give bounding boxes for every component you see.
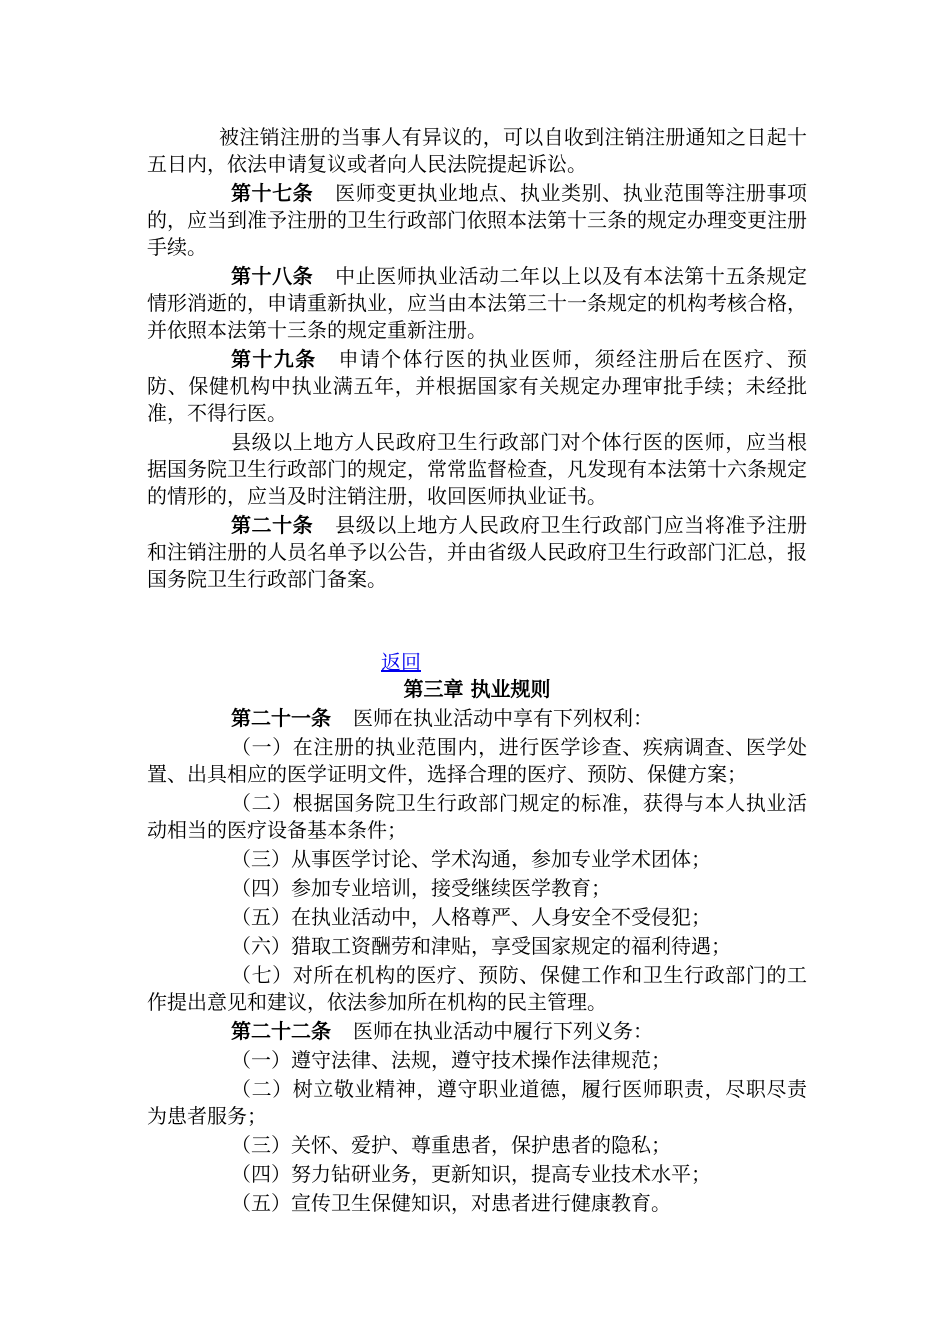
list-item: （一）遵守法律、法规，遵守技术操作法律规范； <box>231 1048 671 1072</box>
list-item: （五）宣传卫生保健知识，对患者进行健康教育。 <box>231 1191 671 1215</box>
article-21-text: 医师在执业活动中享有下列权利： <box>353 706 653 730</box>
article-19-title: 第十九条 <box>231 347 317 371</box>
article-22-title: 第二十二条 <box>231 1019 331 1043</box>
article-19 <box>147 346 807 427</box>
list-item: （五）在执业活动中，人格尊严、人身安全不受侵犯； <box>231 905 711 929</box>
article-17-text: 医师变更执业地点、执业类别、执业范围等注册事项的，应当到准予注册的卫生行政部门依照本法第十三条的规定办理变更注册手续。 <box>147 181 808 259</box>
list-item: （一）在注册的执业范围内，进行医学诊查、疾病调查、医学处置、出具相应的医学证明文件，选择合理的医疗、预防、保健方案； <box>147 735 807 786</box>
article-21 <box>147 705 807 732</box>
article-20-text: 县级以上地方人民政府卫生行政部门应当将准予注册和注销注册的人员名单予以公告，并由省级人民政府卫生行政部门汇总，报国务院卫生行政部门备案。 <box>147 513 808 591</box>
list-item: （二）根据国务院卫生行政部门规定的标准，获得与本人执业活动相当的医疗设备基本条件； <box>147 791 807 842</box>
list-item: （三）关怀、爱护、尊重患者，保护患者的隐私； <box>231 1133 671 1157</box>
document-page <box>147 124 807 1219</box>
paragraph-supervision: 县级以上地方人民政府卫生行政部门对个体行医的医师，应当根据国务院卫生行政部门的规定，常常监督检查，凡发现有本法第十六条规定的情形的，应当及时注销注册，收回医师执业证书。 <box>147 430 807 508</box>
paragraph-appeal: 被注销注册的当事人有异议的，可以自收到注销注册通知之日起十五日内，依法申请复议或者向人民法院提起诉讼。 <box>147 125 807 176</box>
article-17 <box>147 180 807 261</box>
list-item: （七）对所在机构的医疗、预防、保健工作和卫生行政部门的工作提出意见和建议，依法参加所在机构的民主管理。 <box>147 963 807 1014</box>
list-item: （六）猎取工资酬劳和津贴，享受国家规定的福利待遇； <box>231 934 731 958</box>
article-22 <box>147 1018 807 1045</box>
article-18 <box>147 263 807 344</box>
article-18-text: 中止医师执业活动二年以上以及有本法第十五条规定情形消逝的，申请重新执业，应当由本法第三十一条规定的机构考核合格，并依照本法第十三条的规定重新注册。 <box>147 264 808 342</box>
spacer <box>147 595 807 649</box>
article-22-text: 医师在执业活动中履行下列义务： <box>353 1019 653 1043</box>
list-item: （二）树立敬业精神，遵守职业道德，履行医师职责，尽职尽责为患者服务； <box>147 1077 807 1128</box>
article-20 <box>147 512 807 593</box>
article-17-title: 第十七条 <box>231 181 314 205</box>
article-20-title: 第二十条 <box>231 513 314 537</box>
list-item: （三）从事医学讨论、学术沟通，参加专业学术团体； <box>231 847 711 871</box>
article-21-title: 第二十一条 <box>231 706 331 730</box>
article-18-title: 第十八条 <box>231 264 314 288</box>
list-item: （四）参加专业培训，接受继续医学教育； <box>231 876 611 900</box>
chapter-title: 第三章 执业规则 <box>403 677 551 701</box>
list-item: （四）努力钻研业务，更新知识，提高专业技术水平； <box>231 1162 711 1186</box>
back-link[interactable]: 返回 <box>381 650 421 674</box>
article-19-text: 申请个体行医的执业医师，须经注册后在医疗、预防、保健机构中执业满五年，并根据国家有关规定办理审批手续；未经批准，不得行医。 <box>147 347 808 425</box>
